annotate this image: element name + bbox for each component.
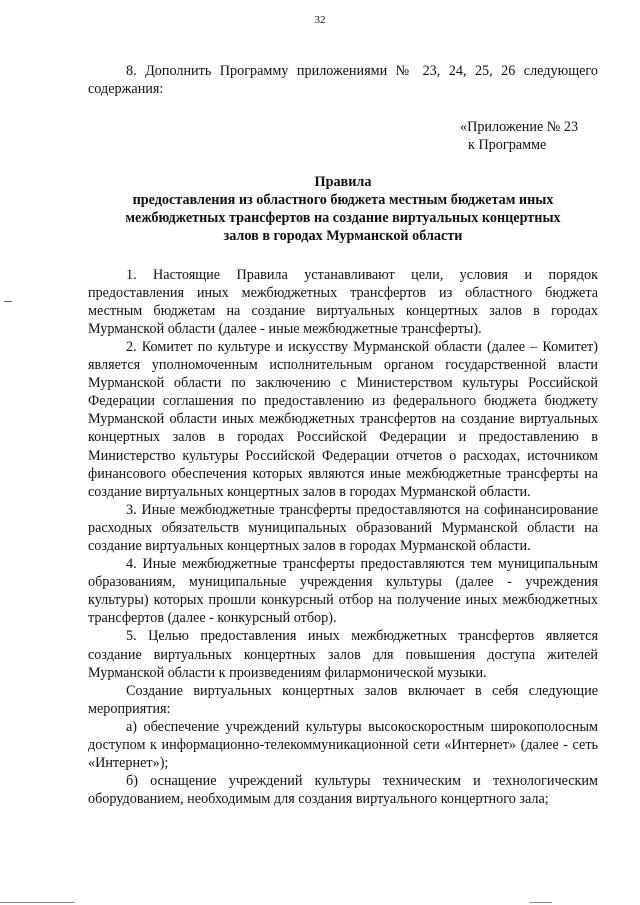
paragraph-3: 3. Иные межбюджетные трансферты предоставляются на софинансирование расходных обязательств муниципальных образований Мурманской области на создание виртуальных концертных залов в городах Мурманской области. xyxy=(88,501,598,554)
bottom-rule-right xyxy=(530,902,552,903)
paragraph-1: 1. Настоящие Правила устанавливают цели, условия и порядок предоставления иных межбюджетных трансфертов из областного бюджета местным бюджетам на создание виртуальных концертных залов в городах Мурманской области (далее - иные межбюджетные трансферты). xyxy=(88,266,598,337)
title-line-2: предоставления из областного бюджета местным бюджетам иных xyxy=(132,192,554,209)
margin-mark xyxy=(4,301,12,302)
page-number: 32 xyxy=(314,14,326,26)
title-line-1: Правила xyxy=(314,174,372,191)
title-line-3: межбюджетных трансфертов на создание виртуальных концертных xyxy=(125,209,561,226)
appendix-line-2: к Программе xyxy=(468,137,547,154)
paragraph-2: 2. Комитет по культуре и искусству Мурманской области (далее – Комитет) является уполномоченным исполнительным органом государственной власти Мурманской области по заключению с Министерством культуры Российской Федерации соглашения по предоставлению из федерального бюджета бюджету Мурманской области иных межбюджетных трансфертов на создание виртуальных концертных залов в городах Российской Федерации и предоставлению в Министерство культуры Российской Федерации отчетов о расходах, источником финансового обеспечения которых являются иные межбюджетные трансферты на создание виртуальных концертных залов в городах Мурманской области. xyxy=(88,338,598,500)
paragraph-6: Создание виртуальных концертных залов включает в себя следующие мероприятия: xyxy=(88,682,598,717)
paragraph-8: б) оснащение учреждений культуры техническим и технологическим оборудованием, необходимым для создания виртуального концертного зала; xyxy=(88,773,598,808)
document-body xyxy=(88,62,598,808)
paragraph-7: а) обеспечение учреждений культуры высокоскоростным широкополосным доступом к информационно-телекоммуникационной сети «Интернет» (далее - сеть «Интернет»); xyxy=(88,718,598,772)
intro-paragraph: 8. Дополнить Программу приложениями № 23, 24, 25, 26 следующего содержания: xyxy=(88,63,598,98)
document-title xyxy=(88,174,598,245)
appendix-heading xyxy=(460,118,598,154)
appendix-line-1: «Приложение № 23 xyxy=(460,119,579,136)
paragraph-4: 4. Иные межбюджетные трансферты предоставляются тем муниципальным образованиям, муниципальные учреждения культуры (далее - учреждения культуры) которых прошли конкурсный отбор на получение иных межбюджетных трансфертов (далее - конкурсный отбор). xyxy=(88,556,598,627)
bottom-rule-left xyxy=(0,902,75,903)
title-line-4: залов в городах Мурманской области xyxy=(223,227,463,244)
paragraph-5: 5. Целью предоставления иных межбюджетных трансфертов является создание виртуальных концертных залов для повышения доступа жителей Мурманской области к произведениям филармонической музыки. xyxy=(88,628,598,681)
